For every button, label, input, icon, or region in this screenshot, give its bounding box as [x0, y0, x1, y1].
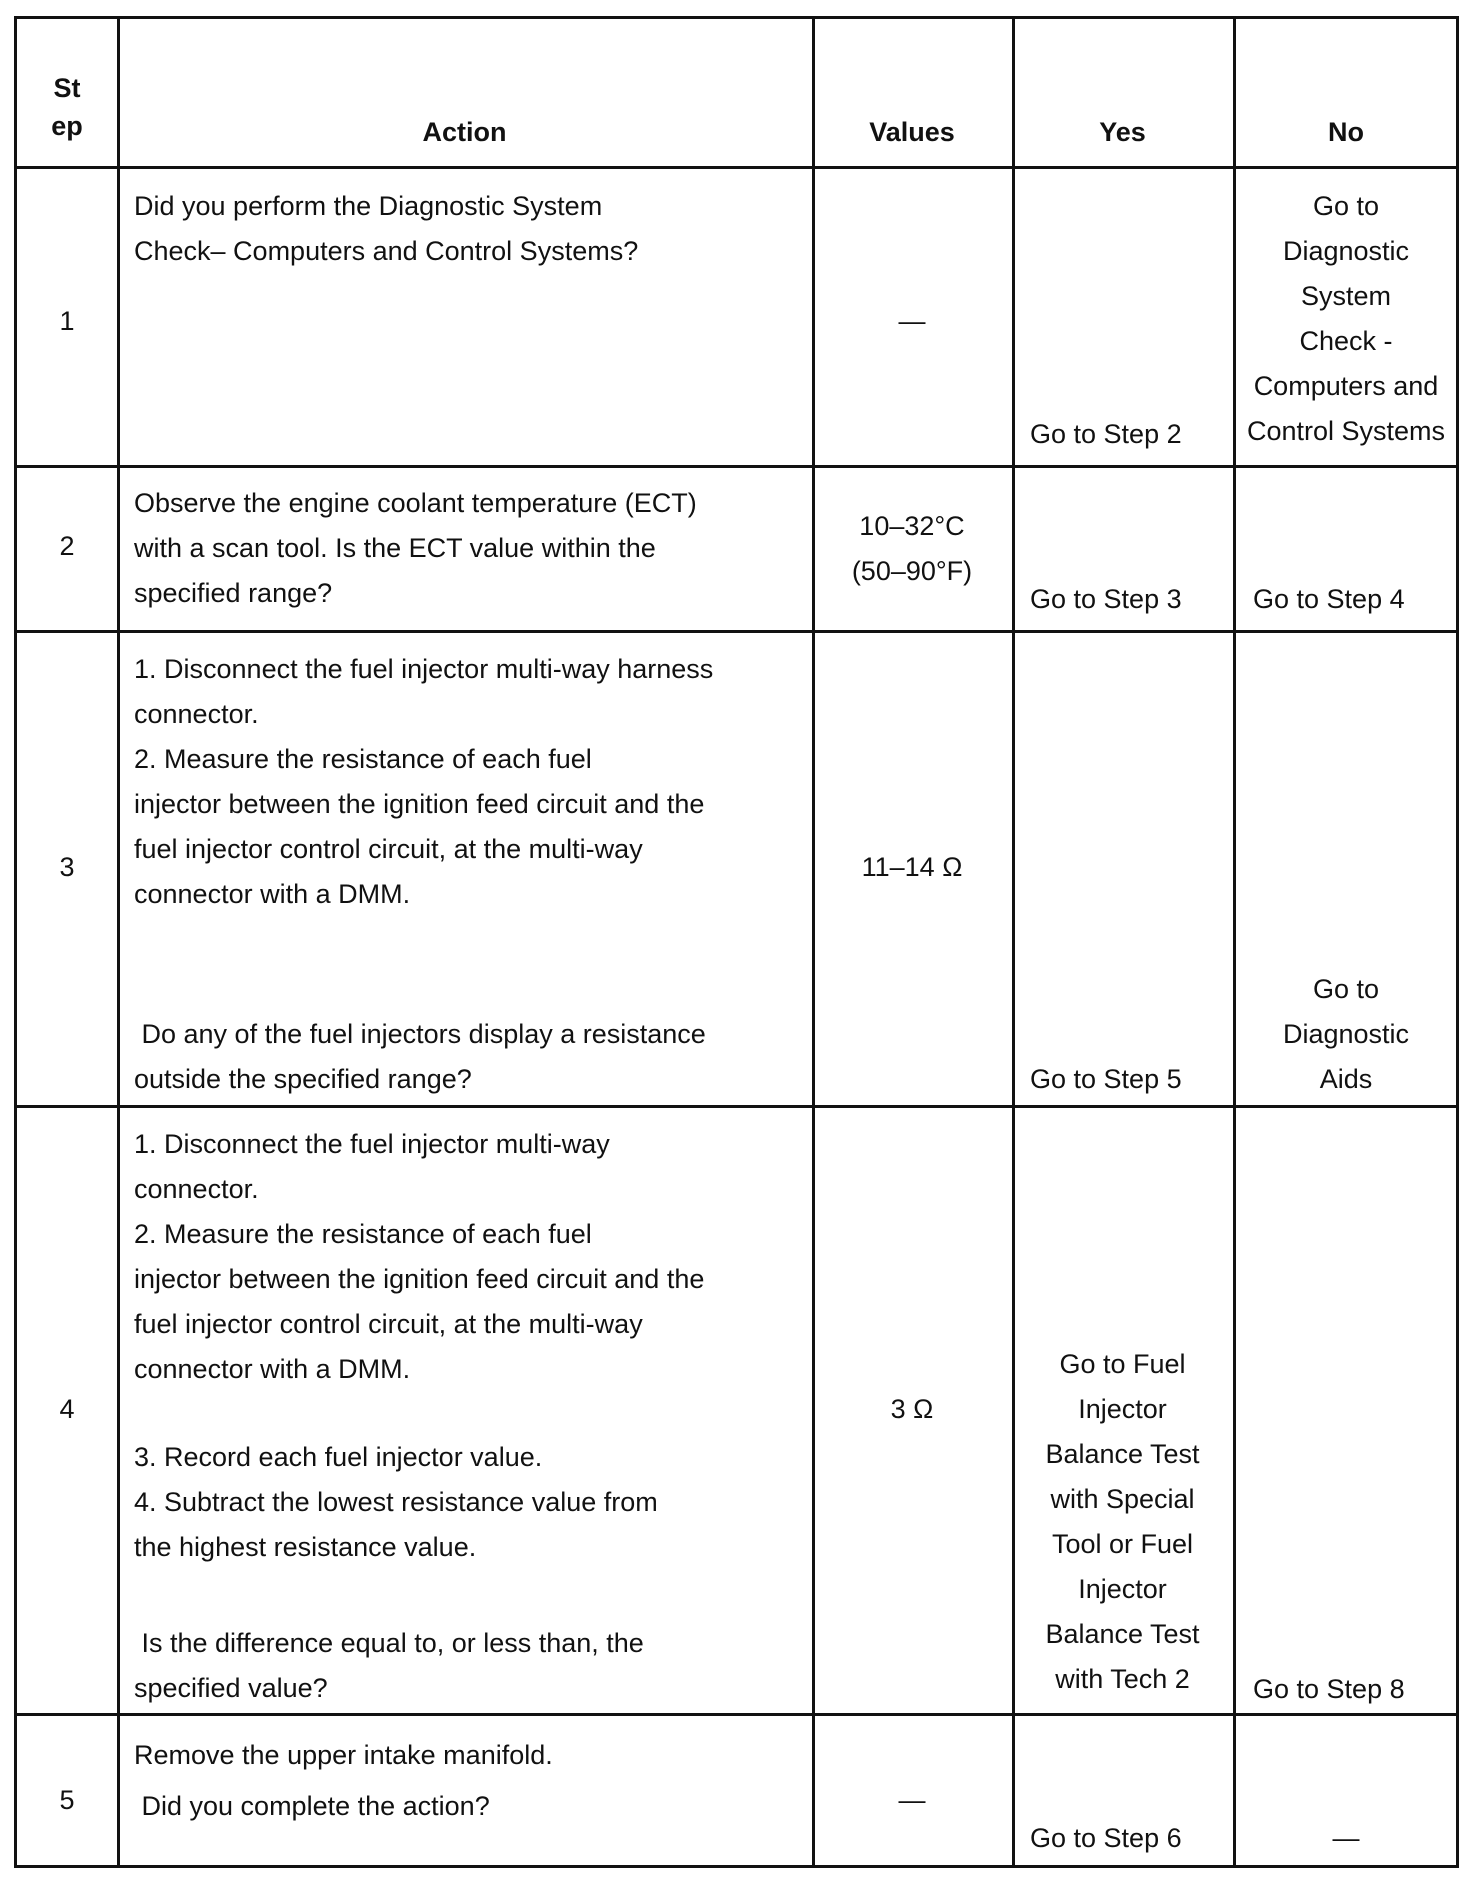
values-text: —: [898, 1785, 926, 1815]
no-link[interactable]: Go to Diagnostic System Check - Computers and Control Systems: [1246, 191, 1446, 446]
step-number: 1: [59, 306, 75, 336]
row-divider: [17, 166, 1456, 169]
row-divider: [17, 630, 1456, 633]
values-text: 10–32°C (50–90°F): [851, 511, 973, 586]
values-text: 3 Ω: [890, 1394, 934, 1424]
row-divider: [17, 465, 1456, 468]
diagnostic-table: [14, 16, 1459, 1868]
action-text: Remove the upper intake manifold. Did you complete the action?: [134, 1740, 553, 1821]
question-text: Do any of the fuel injectors display a resistance outside the specified range?: [134, 1019, 706, 1094]
action-text: 1. Disconnect the fuel injector multi-way connector. 2. Measure the resistance of each fuel injector between the ignition feed circuit and the fuel injector control circuit, at the multi-way connector with a DMM.: [134, 1129, 705, 1384]
no-link[interactable]: Go to Step 4: [1253, 584, 1405, 614]
row-divider: [17, 1105, 1456, 1108]
step-number: 2: [59, 531, 75, 561]
column-divider: [812, 19, 815, 1865]
no-value: —: [1332, 1823, 1360, 1853]
header-values: Values: [869, 117, 955, 147]
no-link[interactable]: Go to Step 8: [1253, 1674, 1405, 1704]
yes-link[interactable]: Go to Step 2: [1030, 419, 1182, 449]
question-text: Is the difference equal to, or less than, the specified value?: [134, 1628, 644, 1703]
yes-link[interactable]: Go to Step 3: [1030, 584, 1182, 614]
yes-link[interactable]: Go to Fuel Injector Balance Test with Special Tool or Fuel Injector Balance Test with Tech 2: [1045, 1349, 1200, 1694]
header-step: St ep: [51, 73, 83, 141]
step-number: 5: [59, 1785, 75, 1815]
action-text: 1. Disconnect the fuel injector multi-way harness connector. 2. Measure the resistance of each fuel injector between the ignition feed circuit and the fuel injector control circuit, at the multi-way connector with a DMM.: [134, 654, 714, 909]
step-number: 3: [59, 852, 75, 882]
no-link[interactable]: Go to Diagnostic Aids: [1282, 974, 1410, 1094]
yes-link[interactable]: Go to Step 5: [1030, 1064, 1182, 1094]
values-text: —: [898, 306, 926, 336]
row-divider: [17, 1713, 1456, 1716]
header-yes: Yes: [1099, 117, 1146, 147]
action-text: Observe the engine coolant temperature (ECT) with a scan tool. Is the ECT value within the specified range?: [134, 488, 697, 608]
header-no: No: [1328, 117, 1364, 147]
action-text: Did you perform the Diagnostic System Check– Computers and Control Systems?: [134, 191, 639, 266]
step-number: 4: [59, 1394, 75, 1424]
column-divider: [117, 19, 120, 1865]
header-action: Action: [422, 117, 507, 147]
values-text: 11–14 Ω: [861, 852, 963, 882]
action-text: 3. Record each fuel injector value. 4. Subtract the lowest resistance value from the highest resistance value.: [134, 1442, 658, 1562]
yes-link[interactable]: Go to Step 6: [1030, 1823, 1182, 1853]
